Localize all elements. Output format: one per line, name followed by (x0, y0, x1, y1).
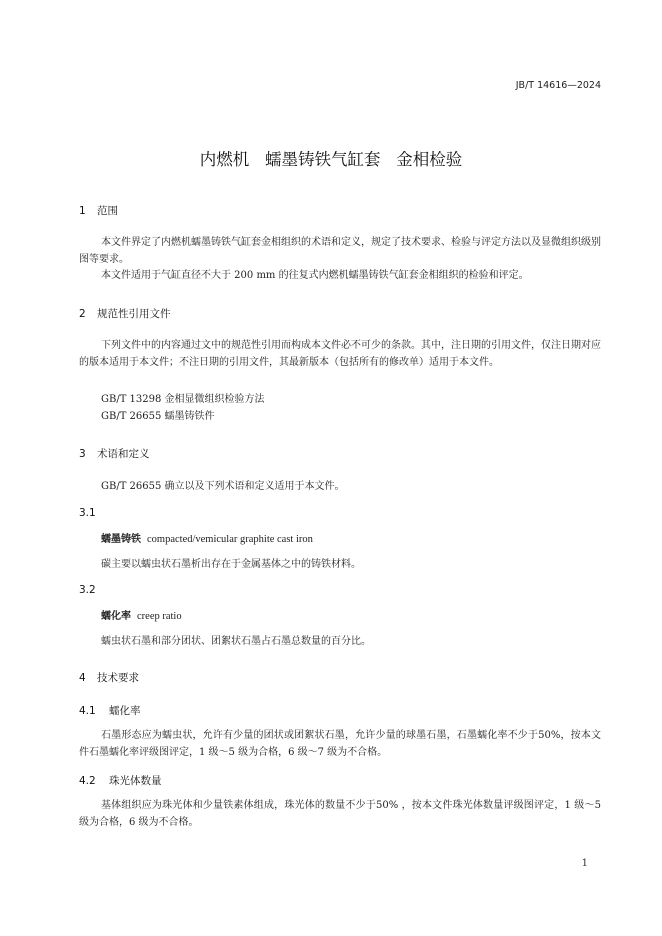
section-3-heading (79, 446, 150, 461)
term-3-2-number: 3.2 (79, 584, 96, 596)
subsection-4-2-paragraph: 基体组织应为珠光体和少量铁素体组成，珠光体的数量不少于50% ，按本文件珠光体数量评级图评定，1 级～5 级为合格，6 级为不合格。 (79, 800, 601, 828)
title-part-3: 金相检验 (396, 150, 463, 169)
subsection-title: 珠光体数量 (109, 775, 162, 787)
section-number: 4 (79, 672, 86, 684)
section-number: 3 (79, 448, 86, 460)
terms-intro: GB/T 26655 确立以及下列术语和定义适用于本文件。 (101, 481, 345, 492)
term-chinese: 蠕墨铸铁 (101, 534, 141, 545)
section-title: 技术要求 (97, 672, 139, 684)
scope-paragraph-1: 本文件界定了内燃机蠕墨铸铁气缸套金相组织的术语和定义，规定了技术要求、检验与评定方法以及显微组织级别图等要求。 (79, 237, 601, 265)
term-3-1-number: 3.1 (79, 507, 96, 519)
title-part-2: 蠕墨铸铁气缸套 (265, 150, 381, 169)
section-number: 1 (79, 205, 86, 217)
section-2-heading (79, 306, 171, 321)
subsection-4-1-heading (79, 703, 141, 718)
section-1-heading (79, 203, 118, 218)
section-4-heading (79, 670, 139, 685)
document-title (0, 146, 662, 170)
title-part-1: 内燃机 (199, 150, 250, 169)
term-3-2 (101, 607, 182, 622)
subsection-4-2-heading (79, 773, 162, 788)
term-english: creep ratio (137, 611, 182, 622)
term-chinese: 蠕化率 (101, 611, 131, 622)
term-3-1 (101, 530, 313, 545)
section-title: 范围 (97, 205, 118, 217)
section-title: 规范性引用文件 (97, 308, 171, 320)
scope-paragraph-2: 本文件适用于气缸直径不大于 200 mm 的往复式内燃机蠕墨铸铁气缸套金相组织的检验和评定。 (101, 270, 529, 281)
subsection-number: 4.1 (79, 705, 96, 717)
reference-item: GB/T 26655 蠕墨铸铁件 (101, 411, 215, 422)
references-paragraph: 下列文件中的内容通过文中的规范性引用而构成本文件必不可少的条款。其中，注日期的引用文件，仅注日期对应的版本适用于本文件；不注日期的引用文件，其最新版本（包括所有的修改单）适用于本文件。 (79, 340, 601, 368)
subsection-number: 4.2 (79, 775, 96, 787)
page-number: 1 (581, 858, 588, 869)
section-title: 术语和定义 (97, 448, 150, 460)
reference-item: GB/T 13298 金相显微组织检验方法 (101, 394, 265, 405)
subsection-4-1-paragraph: 石墨形态应为蠕虫状，允许有少量的团状或团絮状石墨，允许少量的球墨石墨，石墨蠕化率不少于50%，按本文件石墨蠕化率评级图评定，1 级～5 级为合格，6 级～7 级为不合格。 (79, 730, 601, 758)
term-3-1-definition: 碳主要以蠕虫状石墨析出存在于金属基体之中的铸铁材料。 (101, 559, 361, 570)
subsection-title: 蠕化率 (109, 705, 141, 717)
term-3-2-definition: 蠕虫状石墨和部分团状、团絮状石墨占石墨总数量的百分比。 (101, 636, 371, 647)
term-english: compacted/vemicular graphite cast iron (147, 534, 313, 545)
standard-number: JB/T 14616—2024 (515, 80, 601, 91)
section-number: 2 (79, 308, 86, 320)
